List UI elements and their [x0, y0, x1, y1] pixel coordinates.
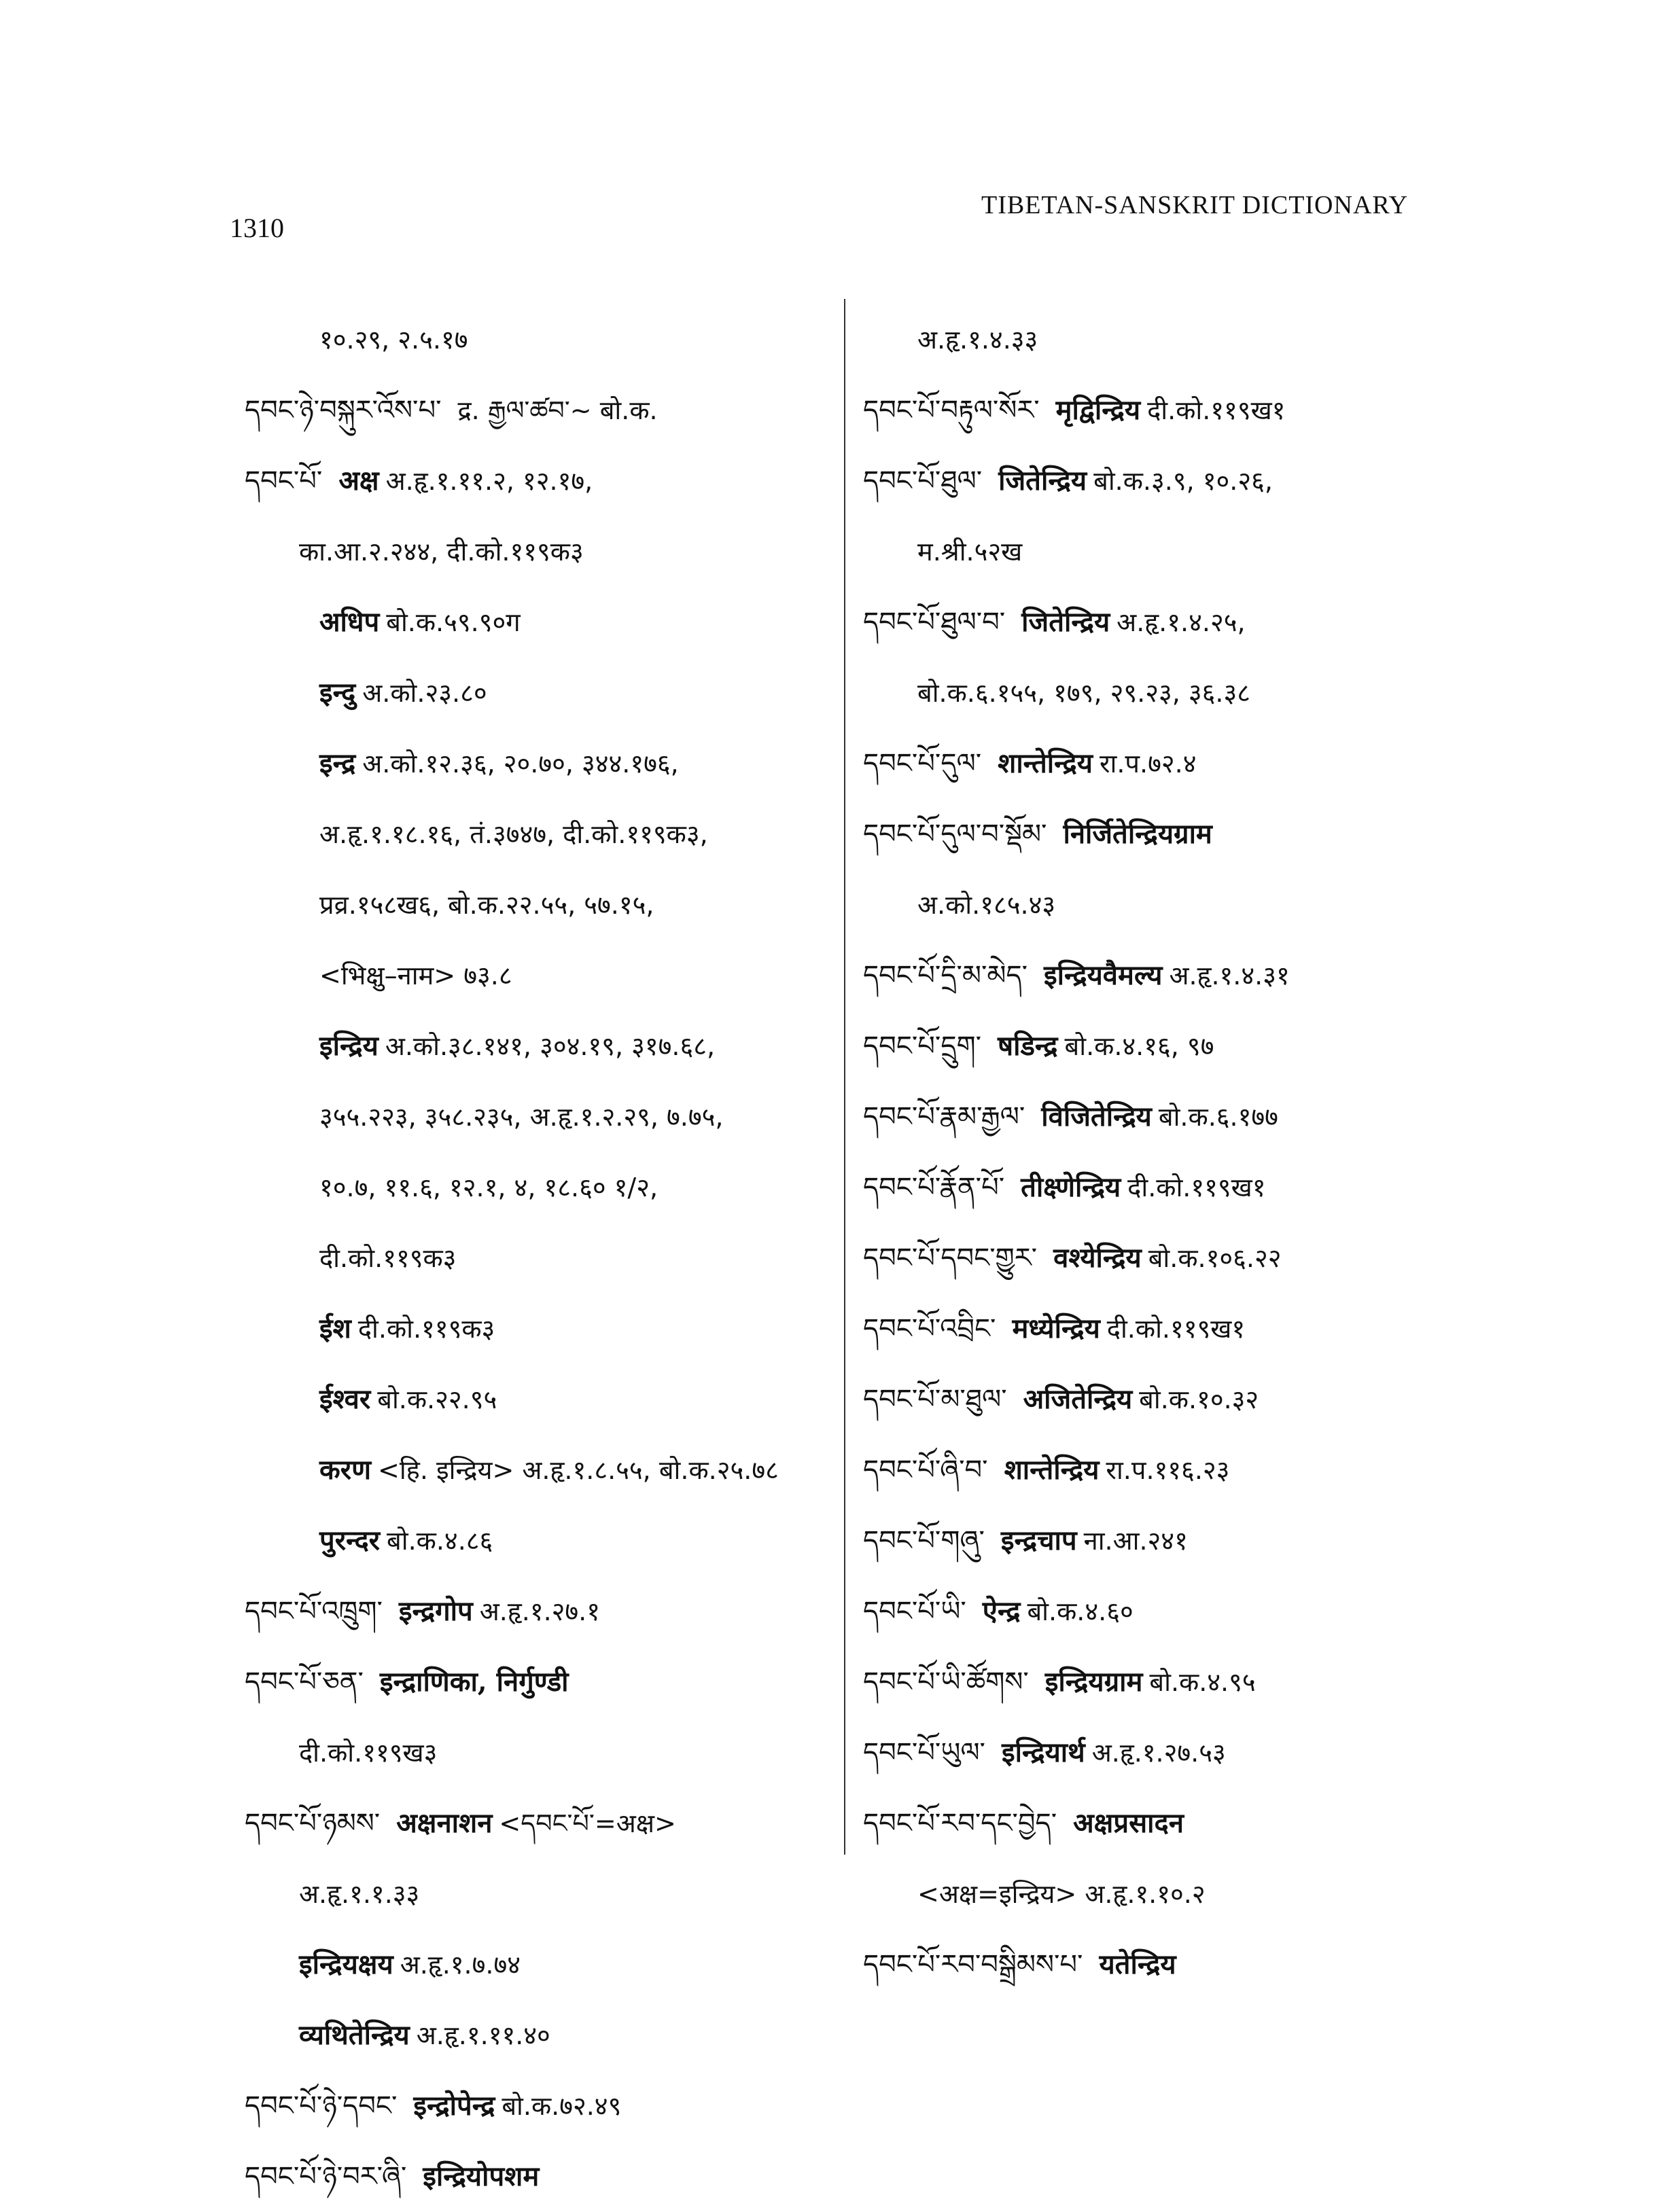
source-reference: १०.२९, २.५.१७: [319, 325, 468, 355]
dictionary-line: [245, 1011, 856, 1082]
tibetan-headword: དབང་པོ་ཉེ་བར་ཞི་: [245, 2161, 407, 2192]
dictionary-line: [245, 304, 856, 375]
sanskrit-equivalent: यतेन्द्रिय: [1099, 1948, 1176, 1980]
source-reference: बो.क.४.१६, ९७: [1064, 1031, 1214, 1061]
sanskrit-equivalent: शान्तेन्द्रिय: [998, 747, 1093, 779]
dictionary-line: [245, 1647, 856, 1717]
sanskrit-equivalent: इन्द्राणिका, निर्गुण्डी: [379, 1666, 569, 1698]
sanskrit-equivalent: शान्तेन्द्रिय: [1004, 1454, 1100, 1486]
source-reference: <हि. इन्द्रिय> अ.हृ.१.८.५५, बो.क.२५.७८: [378, 1455, 779, 1485]
tibetan-headword: དབང་པོ་གཞུ་: [863, 1525, 985, 1556]
dictionary-line: [863, 1859, 1515, 1929]
tibetan-headword: དབང་པོ་ཉམས་: [245, 1808, 381, 1839]
sanskrit-equivalent: इन्द्रियार्थ: [1001, 1736, 1085, 1768]
source-reference: १०.७, ११.६, १२.१, ४, १८.६० १/२,: [319, 1173, 658, 1202]
source-reference: बो.क.६.१५५, १७९, २९.२३, ३६.३८: [917, 678, 1250, 708]
dictionary-line: [863, 446, 1515, 516]
source-reference: दी.को.११९क३: [357, 1314, 495, 1344]
sanskrit-equivalent: मृद्विन्द्रिय: [1055, 394, 1141, 426]
source-reference: अ.हृ.१.२७.५३: [1091, 1738, 1226, 1768]
sanskrit-equivalent: ईश: [319, 1313, 351, 1344]
tibetan-headword: དབང་པོ་རབ་དང་བྱེད་: [863, 1808, 1057, 1839]
tibetan-headword: དབང་པོ་འཁྲུག་: [245, 1596, 383, 1627]
dictionary-line: [245, 1223, 856, 1294]
source-reference: प्रव्र.१५८ख६, बो.क.२२.५५, ५७.१५,: [319, 890, 654, 920]
source-reference: दी.को.११९ख३: [299, 1738, 438, 1768]
source-reference: ना.आ.२४१: [1083, 1526, 1188, 1556]
dictionary-line: [245, 940, 856, 1011]
source-reference: रा.प.११६.२३: [1106, 1455, 1230, 1485]
source-reference: अ.हृ.१.११.४०: [416, 2020, 550, 2050]
tibetan-headword: དབང་ཉེ་བསྐུར་འོས་པ་: [245, 395, 442, 426]
right-column: [863, 304, 1515, 2000]
tibetan-headword: དབང་པོ་ཐུལ་བ་: [863, 607, 1006, 638]
tibetan-headword: དབང་པོ་ཐུལ་: [863, 465, 983, 497]
source-reference: ३५५.२२३, ३५८.२३५, अ.हृ.१.२.२९, ७.७५,: [319, 1102, 724, 1132]
source-reference: बो.क.६.१७७: [1158, 1102, 1278, 1132]
tibetan-headword: དབང་པོ་ཅན་: [245, 1666, 364, 1698]
dictionary-line: [245, 2000, 856, 2071]
source-reference: <भिक्षु–नाम> ७३.८: [319, 961, 512, 991]
sanskrit-equivalent: वश्येन्द्रिय: [1053, 1242, 1142, 1274]
tibetan-headword: དབང་པོ་དྲུག་: [863, 1031, 982, 1062]
sanskrit-equivalent: इन्दु: [319, 677, 356, 709]
source-reference: अ.हृ.१.४.२५,: [1117, 607, 1246, 637]
dictionary-line: [863, 1364, 1515, 1435]
source-reference: बो.क.१०.३२: [1139, 1385, 1259, 1414]
source-reference: अ.हृ.१.४.३१: [1169, 961, 1290, 991]
sanskrit-equivalent: अधिप: [319, 606, 380, 638]
dictionary-line: [245, 2071, 856, 2141]
source-reference: अ.हृ.१.२७.१: [479, 1596, 601, 1626]
dictionary-line: [245, 1505, 856, 1576]
dictionary-line: [245, 799, 856, 870]
source-reference: अ.को.२३.८०: [362, 678, 487, 708]
sanskrit-equivalent: ऐन्द्र: [982, 1595, 1021, 1627]
source-reference: बो.क.१०६.२२: [1148, 1243, 1282, 1273]
dictionary-line: [863, 658, 1515, 728]
dictionary-line: [863, 728, 1515, 799]
page-number: 1310: [230, 213, 284, 243]
dictionary-line: [863, 940, 1515, 1011]
source-reference: बो.क.४.८६: [387, 1526, 493, 1556]
dictionary-line: [863, 1294, 1515, 1364]
sanskrit-equivalent: अक्षप्रसादन: [1073, 1807, 1184, 1839]
left-column: [245, 304, 856, 2212]
source-reference: अ.को.१२.३६, २०.७०, ३४४.१७६,: [362, 749, 679, 779]
tibetan-headword: དབང་པོ་མ་ཐུལ་: [863, 1384, 1007, 1415]
sanskrit-equivalent: ईश्वर: [319, 1383, 371, 1415]
sanskrit-equivalent: षडिन्द्र: [998, 1030, 1058, 1062]
dictionary-line: [863, 1011, 1515, 1082]
dictionary-line: [245, 587, 856, 658]
tibetan-headword: དབང་པོ་ཞི་བ་: [863, 1455, 988, 1486]
source-reference: अ.को.३८.१४१, ३०४.१९, ३१७.६८,: [385, 1031, 716, 1061]
source-reference: का.आ.२.२४४, दी.को.११९क३: [299, 537, 584, 567]
sanskrit-equivalent: इन्द्रियक्षय: [299, 1948, 393, 1980]
sanskrit-equivalent: तीक्ष्णेन्द्रिय: [1021, 1171, 1121, 1203]
source-reference: अ.हृ.१.१८.१६, तं.३७४७, दी.को.११९क३,: [319, 819, 708, 849]
tibetan-headword: དབང་པོ་ཡི་: [863, 1596, 966, 1627]
sanskrit-equivalent: निर्जितेन्द्रियग्राम: [1063, 818, 1212, 850]
sanskrit-equivalent: अक्षनाशन: [396, 1807, 493, 1839]
sanskrit-equivalent: करण: [319, 1454, 371, 1486]
source-reference: अ.हृ.१.७.७४: [400, 1950, 521, 1980]
source-reference: बो.क.५९.९०ग: [386, 607, 521, 637]
source-reference: बो.क.७२.४९: [502, 2091, 622, 2121]
dictionary-line: [863, 1788, 1515, 1859]
source-reference: दी.को.११९ख१: [1106, 1314, 1246, 1344]
dictionary-line: [863, 1647, 1515, 1717]
dictionary-line: [863, 375, 1515, 446]
tibetan-headword: དབང་པོ་དབང་གྱུར་: [863, 1243, 1038, 1274]
sanskrit-equivalent: जितेन्द्रिय: [1021, 606, 1110, 638]
sanskrit-equivalent: इन्द्र: [319, 747, 356, 779]
tibetan-headword: དབང་པོ་བརྟུལ་སོར་: [863, 395, 1040, 426]
source-reference: रा.प.७२.४: [1099, 749, 1197, 779]
tibetan-headword: དབང་པོ་དུལ་: [863, 748, 982, 779]
dictionary-line: [245, 1859, 856, 1929]
dictionary-line: [863, 1223, 1515, 1294]
source-reference: अ.को.१८५.४३: [917, 890, 1056, 920]
sanskrit-equivalent: इन्द्रियग्राम: [1044, 1666, 1143, 1698]
sanskrit-equivalent: इन्द्रियवैमल्य: [1044, 959, 1163, 991]
dictionary-line: [863, 1717, 1515, 1788]
tibetan-headword: དབང་པོ་རྣམ་རྒྱལ་: [863, 1101, 1025, 1132]
sanskrit-equivalent: व्यथितेन्द्रिय: [299, 2019, 410, 2051]
dictionary-line: [863, 516, 1515, 587]
dictionary-line: [245, 1788, 856, 1859]
sanskrit-equivalent: इन्द्रोपेन्द्र: [413, 2090, 495, 2122]
running-head: TIBETAN-SANSKRIT DICTIONARY: [981, 191, 1409, 219]
sanskrit-equivalent: जितेन्द्रिय: [998, 465, 1087, 497]
dictionary-line: [863, 1929, 1515, 2000]
source-reference: बो.क.३.९, १०.२६,: [1093, 466, 1273, 496]
sanskrit-equivalent: इन्द्रिय: [319, 1030, 379, 1062]
dictionary-line: [863, 1152, 1515, 1223]
dictionary-line: [245, 446, 856, 516]
source-reference: बो.क.२२.९५: [377, 1385, 497, 1414]
sanskrit-equivalent: अक्ष: [338, 465, 379, 497]
dictionary-line: [245, 1082, 856, 1152]
source-reference: अ.हृ.१.४.३३: [917, 325, 1038, 355]
source-reference: अ.हृ.१.१.३३: [299, 1879, 420, 1909]
dictionary-line: [863, 304, 1515, 375]
sanskrit-equivalent: इन्द्रगोप: [398, 1595, 473, 1627]
dictionary-line: [863, 587, 1515, 658]
source-reference: <अक्ष=इन्द्रिय> अ.हृ.१.१०.२: [917, 1879, 1206, 1909]
sanskrit-equivalent: मध्येन्द्रिय: [1012, 1313, 1100, 1344]
source-reference: <དབང་པོ་=अक्ष>: [499, 1808, 676, 1838]
dictionary-line: [245, 375, 856, 446]
column-divider: [844, 299, 845, 1855]
dictionary-line: [863, 870, 1515, 940]
dictionary-line: [245, 658, 856, 728]
dictionary-line: [245, 1717, 856, 1788]
source-reference: दी.को.११९ख१: [1147, 395, 1286, 425]
tibetan-headword: དབང་པོ་འབྲིང་: [863, 1313, 996, 1344]
source-reference: दी.को.११९ख१: [1127, 1173, 1266, 1202]
sanskrit-equivalent: पुरन्दर: [319, 1524, 381, 1556]
tibetan-headword: དབང་པོ་ཡུལ་: [863, 1737, 985, 1768]
source-reference: द्र. རྒྱལ་ཚབ་~ बो.क.: [457, 395, 658, 425]
dictionary-line: [863, 1576, 1515, 1647]
source-reference: दी.को.११९क३: [319, 1243, 457, 1273]
tibetan-headword: དབང་པོ་རྣོན་པོ་: [863, 1172, 1005, 1203]
dictionary-line: [245, 1294, 856, 1364]
dictionary-line: [245, 516, 856, 587]
tibetan-headword: དབང་པོ་: [245, 465, 323, 497]
sanskrit-equivalent: अजितेन्द्रिय: [1023, 1383, 1133, 1415]
dictionary-line: [245, 1364, 856, 1435]
dictionary-line: [863, 1082, 1515, 1152]
tibetan-headword: དབང་པོ་ཡི་ཚོགས་: [863, 1666, 1029, 1698]
tibetan-headword: དབང་པོ་དྲི་མ་མེད་: [863, 960, 1027, 991]
source-reference: म.श्री.५२ख: [917, 537, 1023, 567]
source-reference: बो.क.४.६०: [1027, 1596, 1134, 1626]
sanskrit-equivalent: इन्द्रचाप: [1000, 1524, 1077, 1556]
dictionary-line: [863, 1435, 1515, 1505]
dictionary-line: [245, 1152, 856, 1223]
source-reference: अ.हृ.१.११.२, १२.१७,: [385, 466, 593, 496]
dictionary-line: [245, 1929, 856, 2000]
tibetan-headword: དབང་པོ་ཉེ་དབང་: [245, 2090, 398, 2122]
dictionary-line: [245, 728, 856, 799]
sanskrit-equivalent: इन्द्रियोपशम: [423, 2160, 540, 2192]
dictionary-line: [245, 2141, 856, 2212]
dictionary-line: [863, 1505, 1515, 1576]
dictionary-line: [863, 799, 1515, 870]
tibetan-headword: དབང་པོ་དུལ་བ་སྡོམ་: [863, 819, 1047, 850]
dictionary-line: [245, 870, 856, 940]
source-reference: बो.क.४.९५: [1149, 1667, 1256, 1697]
dictionary-line: [245, 1576, 856, 1647]
sanskrit-equivalent: विजितेन्द्रिय: [1041, 1101, 1152, 1132]
tibetan-headword: དབང་པོ་རབ་བསྒྲིམས་པ་: [863, 1949, 1083, 1980]
dictionary-line: [245, 1435, 856, 1505]
